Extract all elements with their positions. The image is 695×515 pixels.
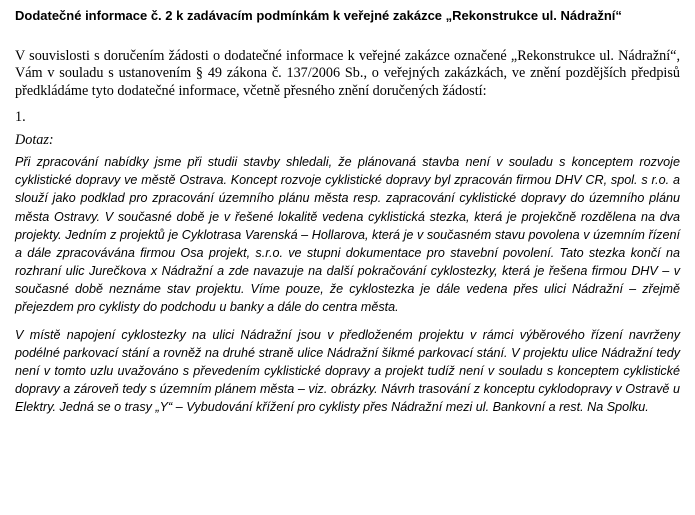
- intro-paragraph: V souvislosti s doručením žádosti o dodatečné informace k veřejné zakázce označené „Rekonstrukce ul. Nádražní“, Vám v souladu s ustanovením § 49 zákona č. 137/2006 Sb., o veřejných zakázkách, ve znění pozdějších předpisů předkládáme tyto dodatečné informace, včetně přesného znění doručených žádostí:: [15, 48, 680, 99]
- document-title: Dodatečné informace č. 2 k zadávacím podmínkám k veřejné zakázce „Rekonstrukce ul. Nádražní“: [15, 8, 622, 23]
- item-number: 1.: [15, 109, 26, 126]
- question-label: Dotaz:: [15, 132, 54, 149]
- document-page: [15, 8, 680, 427]
- question-paragraph-1: Při zpracování nabídky jsme při studii stavby shledali, že plánovaná stavba není v souladu s konceptem rozvoje cyklistické dopravy ve městě Ostrava. Koncept rozvoje cyklistické dopravy byl zpracován firmou DHV CR, spol. s r.o. a slouží jako podklad pro zpracování územního plánu města resp. zapracování cyklistické dopravy do územního plánu města Ostravy. V současné době je v řešené lokalitě vedena cyklistická stezka, která je projekčně rozdělena na dva projekty. Jedním z projektů je Cyklotrasa Varenská – Hollarova, která je v současném stavu povolena v územním řízení a dále zpracovávána firmou Osa projekt, s.r.o. ve stupni dokumentace pro stavební povolení. Tato stezka končí na rozhraní ulic Jurečkova x Nádražní a zde navazuje na další pokračování cyklostezky, která je řešena firmou DHV – v současné době neznáme stav projektu. Víme pouze, že cyklostezka je dále vedena přes ulici Nádražní – zřejmě přejezdem pro cyklisty do podchodu u banky a dále do centra města.: [15, 155, 680, 314]
- question-paragraph-2: V místě napojení cyklostezky na ulici Nádražní jsou v předloženém projektu v rámci výběrového řízení navrženy podélné parkovací stání a rovněž na druhé straně ulice Nádražní šikmé parkovací stání. V projektu ulice Nádražní tedy není v tomto uzlu uvažováno s převedením cyklistické dopravy a projekt tudíž není v souladu s konceptem cyklistické dopravy a zároveň tedy s územním plánem města – viz. obrázky. Návrh trasování z konceptu cyklodopravy v Ostravě u Elektry. Jedná se o trasy „Y“ – Vybudování křížení pro cyklisty přes Nádražní mezi ul. Bankovní a rest. Na Spolku.: [15, 328, 680, 415]
